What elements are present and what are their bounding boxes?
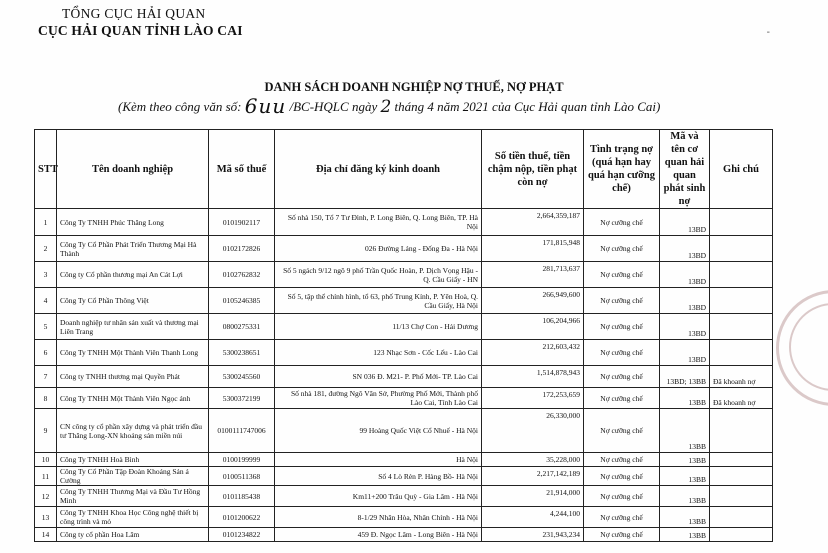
table-header-row <box>35 130 773 209</box>
cell-agency: 13BD <box>660 262 710 288</box>
cell-note <box>710 409 773 453</box>
cell-note <box>710 288 773 314</box>
header-status: Tình trạng nợ (quá hạn hay quá hạn cưỡng chế) <box>584 130 660 209</box>
document-subtitle <box>118 94 660 118</box>
cell-agency: 13BB <box>660 467 710 486</box>
cell-status: Nợ cưỡng chế <box>584 467 660 486</box>
cell-amount: 266,949,600 <box>482 288 584 314</box>
cell-tax-code: 0101902117 <box>209 209 275 236</box>
cell-agency: 13BB <box>660 528 710 542</box>
cell-company-name: Công Ty Cổ Phần Thông Việt <box>57 288 209 314</box>
cell-tax-code: 0100199999 <box>209 453 275 467</box>
cell-stt: 11 <box>35 467 57 486</box>
subtitle-reference: /BC-HQLC ngày <box>289 99 378 114</box>
subtitle-suffix: tháng 4 năm 2021 của Cục Hải quan tỉnh Lào Cai) <box>394 99 661 114</box>
cell-address: Số 5, tập thể chính hình, tổ 63, phố Trung Kính, P. Yên Hoà, Q. Cầu Giấy, Hà Nội <box>275 288 482 314</box>
cell-tax-code: 0105246385 <box>209 288 275 314</box>
cell-amount: 172,253,659 <box>482 388 584 409</box>
cell-stt: 13 <box>35 507 57 528</box>
table-row <box>35 314 773 340</box>
edge-mark: - <box>766 27 770 38</box>
cell-stt: 1 <box>35 209 57 236</box>
cell-amount: 2,217,142,189 <box>482 467 584 486</box>
cell-stt: 9 <box>35 409 57 453</box>
table-row <box>35 366 773 388</box>
organization-name: TỔNG CỤC HẢI QUAN <box>62 6 206 21</box>
cell-amount: 26,330,000 <box>482 409 584 453</box>
cell-address: 99 Hoàng Quốc Việt Cổ Nhuế - Hà Nội <box>275 409 482 453</box>
cell-agency: 13BB <box>660 388 710 409</box>
cell-amount: 2,664,359,187 <box>482 209 584 236</box>
department-name: CỤC HẢI QUAN TỈNH LÀO CAI <box>38 23 243 38</box>
cell-address: 459 Đ. Ngọc Lâm - Long Biên - Hà Nội <box>275 528 482 542</box>
cell-tax-code: 0101185438 <box>209 486 275 507</box>
subtitle-prefix: (Kèm theo công văn số: <box>118 99 242 114</box>
cell-note <box>710 236 773 262</box>
cell-status: Nợ cưỡng chế <box>584 388 660 409</box>
cell-note <box>710 340 773 366</box>
cell-status: Nợ cưỡng chế <box>584 262 660 288</box>
cell-address: 026 Đường Láng - Đống Đa - Hà Nội <box>275 236 482 262</box>
cell-address: SN 036 Đ. M21- P. Phố Mới- TP. Lào Cai <box>275 366 482 388</box>
debtor-table <box>34 129 773 542</box>
cell-amount: 21,914,000 <box>482 486 584 507</box>
header-note: Ghi chú <box>710 130 773 209</box>
table-row <box>35 507 773 528</box>
table-row <box>35 262 773 288</box>
cell-stt: 6 <box>35 340 57 366</box>
cell-note <box>710 209 773 236</box>
cell-status: Nợ cưỡng chế <box>584 366 660 388</box>
cell-status: Nợ cưỡng chế <box>584 314 660 340</box>
table-row <box>35 453 773 467</box>
table-row <box>35 209 773 236</box>
cell-stt: 14 <box>35 528 57 542</box>
handwritten-document-number: 6uu <box>244 94 287 118</box>
cell-tax-code: 5300245560 <box>209 366 275 388</box>
cell-address: Hà Nội <box>275 453 482 467</box>
cell-company-name: CN công ty cổ phần xây dựng và phát triển đầu tư Thăng Long-XN khoáng sản miền núi <box>57 409 209 453</box>
cell-amount: 171,815,948 <box>482 236 584 262</box>
cell-status: Nợ cưỡng chế <box>584 409 660 453</box>
cell-agency: 13BB <box>660 409 710 453</box>
cell-amount: 106,204,966 <box>482 314 584 340</box>
cell-note <box>710 314 773 340</box>
cell-tax-code: 0100111747006 <box>209 409 275 453</box>
cell-address: Số nhà 181, đường Ngô Văn Sở, Phường Phố Mới, Thành phố Lào Cai, Tỉnh Lào Cai <box>275 388 482 409</box>
cell-company-name: Công Ty TNHH Phúc Thăng Long <box>57 209 209 236</box>
official-seal-stamp <box>776 290 828 406</box>
header-agency: Mã và tên cơ quan hải quan phát sinh nợ <box>660 130 710 209</box>
cell-agency: 13BD <box>660 314 710 340</box>
cell-amount: 231,943,234 <box>482 528 584 542</box>
table-row <box>35 340 773 366</box>
cell-note: Đã khoanh nợ <box>710 366 773 388</box>
cell-address: 8-1/29 Nhân Hòa, Nhân Chính - Hà Nội <box>275 507 482 528</box>
cell-company-name: Doanh nghiệp tư nhân sản xuất và thương mại Liên Trang <box>57 314 209 340</box>
cell-tax-code: 0101234822 <box>209 528 275 542</box>
cell-tax-code: 0800275331 <box>209 314 275 340</box>
cell-agency: 13BD <box>660 340 710 366</box>
cell-note <box>710 528 773 542</box>
cell-amount: 281,713,637 <box>482 262 584 288</box>
cell-agency: 13BD <box>660 288 710 314</box>
cell-stt: 12 <box>35 486 57 507</box>
cell-tax-code: 5300238651 <box>209 340 275 366</box>
table-row <box>35 467 773 486</box>
cell-company-name: Công ty Cổ phần thương mại An Cát Lợi <box>57 262 209 288</box>
table-row <box>35 486 773 507</box>
cell-agency: 13BB <box>660 507 710 528</box>
cell-status: Nợ cưỡng chế <box>584 486 660 507</box>
cell-company-name: Công Ty TNHH Khoa Học Công nghệ thiết bị công trình và mỏ <box>57 507 209 528</box>
cell-company-name: Công Ty TNHH Hoà Bình <box>57 453 209 467</box>
header-tax-code: Mã số thuế <box>209 130 275 209</box>
cell-stt: 7 <box>35 366 57 388</box>
header-amount: Số tiền thuế, tiền chậm nộp, tiền phạt còn nợ <box>482 130 584 209</box>
table-row <box>35 409 773 453</box>
cell-status: Nợ cưỡng chế <box>584 209 660 236</box>
cell-stt: 8 <box>35 388 57 409</box>
cell-stt: 4 <box>35 288 57 314</box>
cell-status: Nợ cưỡng chế <box>584 528 660 542</box>
cell-address: Km11+200 Trâu Quỳ - Gia Lâm - Hà Nội <box>275 486 482 507</box>
cell-company-name: Công ty TNHH thương mại Quyền Phát <box>57 366 209 388</box>
cell-agency: 13BD <box>660 236 710 262</box>
cell-company-name: Công Ty TNHH Thương Mại và Đầu Tư Hồng Minh <box>57 486 209 507</box>
cell-amount: 212,603,432 <box>482 340 584 366</box>
cell-tax-code: 0101200622 <box>209 507 275 528</box>
table-row <box>35 388 773 409</box>
cell-tax-code: 0102172826 <box>209 236 275 262</box>
header-company-name: Tên doanh nghiệp <box>57 130 209 209</box>
cell-stt: 5 <box>35 314 57 340</box>
cell-status: Nợ cưỡng chế <box>584 507 660 528</box>
cell-tax-code: 0100511368 <box>209 467 275 486</box>
cell-status: Nợ cưỡng chế <box>584 288 660 314</box>
cell-address: Số 4 Lò Rèn P. Hàng Bồ- Hà Nội <box>275 467 482 486</box>
cell-tax-code: 5300372199 <box>209 388 275 409</box>
cell-agency: 13BD; 13BB <box>660 366 710 388</box>
cell-amount: 35,228,000 <box>482 453 584 467</box>
cell-agency: 13BD <box>660 209 710 236</box>
cell-status: Nợ cưỡng chế <box>584 236 660 262</box>
cell-stt: 3 <box>35 262 57 288</box>
table-row <box>35 528 773 542</box>
cell-address: 11/13 Chợ Con - Hải Dương <box>275 314 482 340</box>
cell-note <box>710 486 773 507</box>
cell-address: 123 Nhạc Sơn - Cốc Lếu - Lào Cai <box>275 340 482 366</box>
cell-note <box>710 467 773 486</box>
cell-stt: 2 <box>35 236 57 262</box>
cell-tax-code: 0102762832 <box>209 262 275 288</box>
cell-note: Đã khoanh nợ <box>710 388 773 409</box>
cell-stt: 10 <box>35 453 57 467</box>
cell-address: Số 5 ngách 9/12 ngõ 9 phố Trần Quốc Hoàn, P. Dịch Vọng Hậu - Q. Cầu Giấy - HN <box>275 262 482 288</box>
cell-agency: 13BB <box>660 486 710 507</box>
cell-company-name: Công Ty Cổ Phần Phát Triển Thương Mại Hà Thành <box>57 236 209 262</box>
document-title: DANH SÁCH DOANH NGHIỆP NỢ THUẾ, NỢ PHẠT <box>264 80 564 94</box>
cell-company-name: Công Ty Cổ Phần Tập Đoàn Khoáng Sản á Cường <box>57 467 209 486</box>
cell-note <box>710 453 773 467</box>
cell-note <box>710 262 773 288</box>
cell-status: Nợ cưỡng chế <box>584 453 660 467</box>
header-stt: STT <box>35 130 57 209</box>
cell-company-name: Công Ty TNHH Một Thành Viên Thanh Long <box>57 340 209 366</box>
cell-amount: 4,244,100 <box>482 507 584 528</box>
handwritten-day: 2 <box>380 97 392 117</box>
cell-amount: 1,514,878,943 <box>482 366 584 388</box>
cell-company-name: Công ty cổ phần Hoa Lâm <box>57 528 209 542</box>
cell-agency: 13BB <box>660 453 710 467</box>
header-address: Địa chỉ đăng ký kinh doanh <box>275 130 482 209</box>
table-row <box>35 236 773 262</box>
cell-note <box>710 507 773 528</box>
cell-address: Số nhà 150, Tổ 7 Tư Đình, P. Long Biên, Q. Long Biên, TP. Hà Nội <box>275 209 482 236</box>
table-row <box>35 288 773 314</box>
cell-company-name: Công Ty TNHH Một Thành Viên Ngọc ánh <box>57 388 209 409</box>
cell-status: Nợ cưỡng chế <box>584 340 660 366</box>
